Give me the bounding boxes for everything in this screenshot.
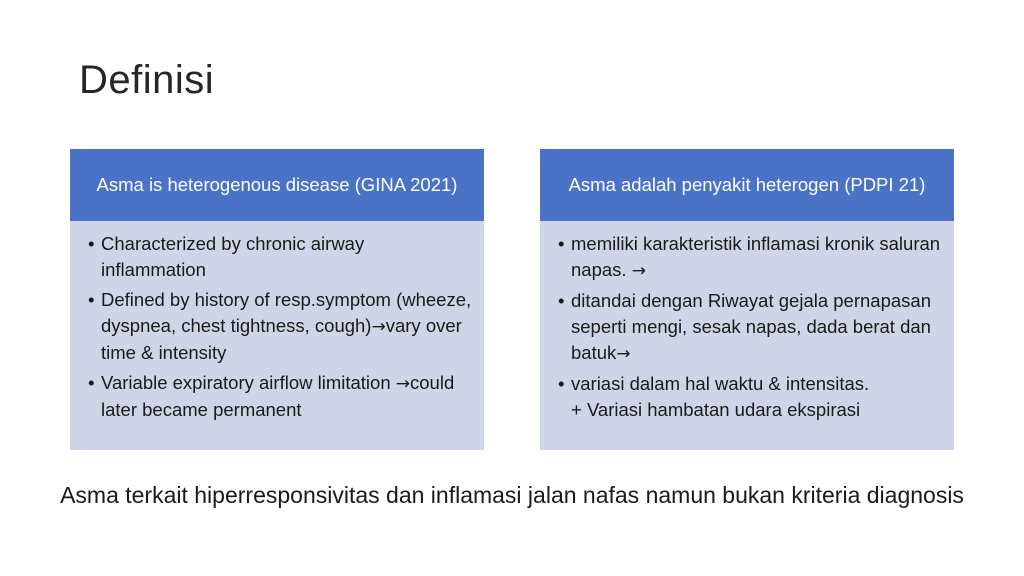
bullet-icon: • [558, 373, 565, 394]
bullet-icon: • [88, 289, 95, 310]
arrow-right-icon: → [616, 344, 631, 364]
card-header: Asma adalah penyakit heterogen (PDPI 21) [540, 149, 954, 221]
list-item [88, 287, 472, 366]
bullet-list [88, 231, 472, 423]
bullet-text: vary over time & intensity [101, 315, 462, 363]
bullet-text: variasi dalam hal waktu & intensitas. [571, 373, 870, 394]
bullet-text: Defined by history of resp.symptom (wheeze, dyspnea, chest tightness, cough) [101, 289, 472, 336]
bullet-icon: • [558, 290, 565, 311]
bullet-icon: • [88, 372, 95, 393]
card-body [540, 221, 954, 423]
bullet-icon: • [88, 233, 95, 254]
bullet-list [558, 231, 942, 423]
list-item [558, 231, 942, 284]
bullet-text: ditandai dengan Riwayat gejala pernapasan seperti mengi, sesak napas, dada berat dan batuk [571, 290, 931, 363]
bullet-text: Variable expiratory airflow limitation [101, 372, 396, 393]
pdpi-definition-card [540, 149, 954, 450]
bullet-text: Characterized by chronic airway inflammation [101, 233, 365, 280]
card-body [70, 221, 484, 423]
bullet-icon: • [558, 233, 565, 254]
card-header: Asma is heterogenous disease (GINA 2021) [70, 149, 484, 221]
bullet-text: + Variasi hambatan udara ekspirasi [571, 399, 861, 420]
bullet-text: memiliki karakteristik inflamasi kronik saluran napas. [571, 233, 941, 280]
bullet-text: could later became permanent [101, 372, 455, 420]
arrow-right-icon: → [371, 317, 386, 337]
gina-definition-card [70, 149, 484, 450]
list-item [88, 370, 472, 423]
footer-note: Asma terkait hiperresponsivitas dan inflamasi jalan nafas namun bukan kriteria diagnosis [60, 482, 964, 508]
list-item [558, 288, 942, 367]
arrow-right-icon: → [395, 374, 410, 394]
list-item [558, 371, 942, 423]
arrow-right-icon: → [631, 261, 646, 281]
slide-title: Definisi [79, 58, 215, 102]
list-item [88, 231, 472, 283]
